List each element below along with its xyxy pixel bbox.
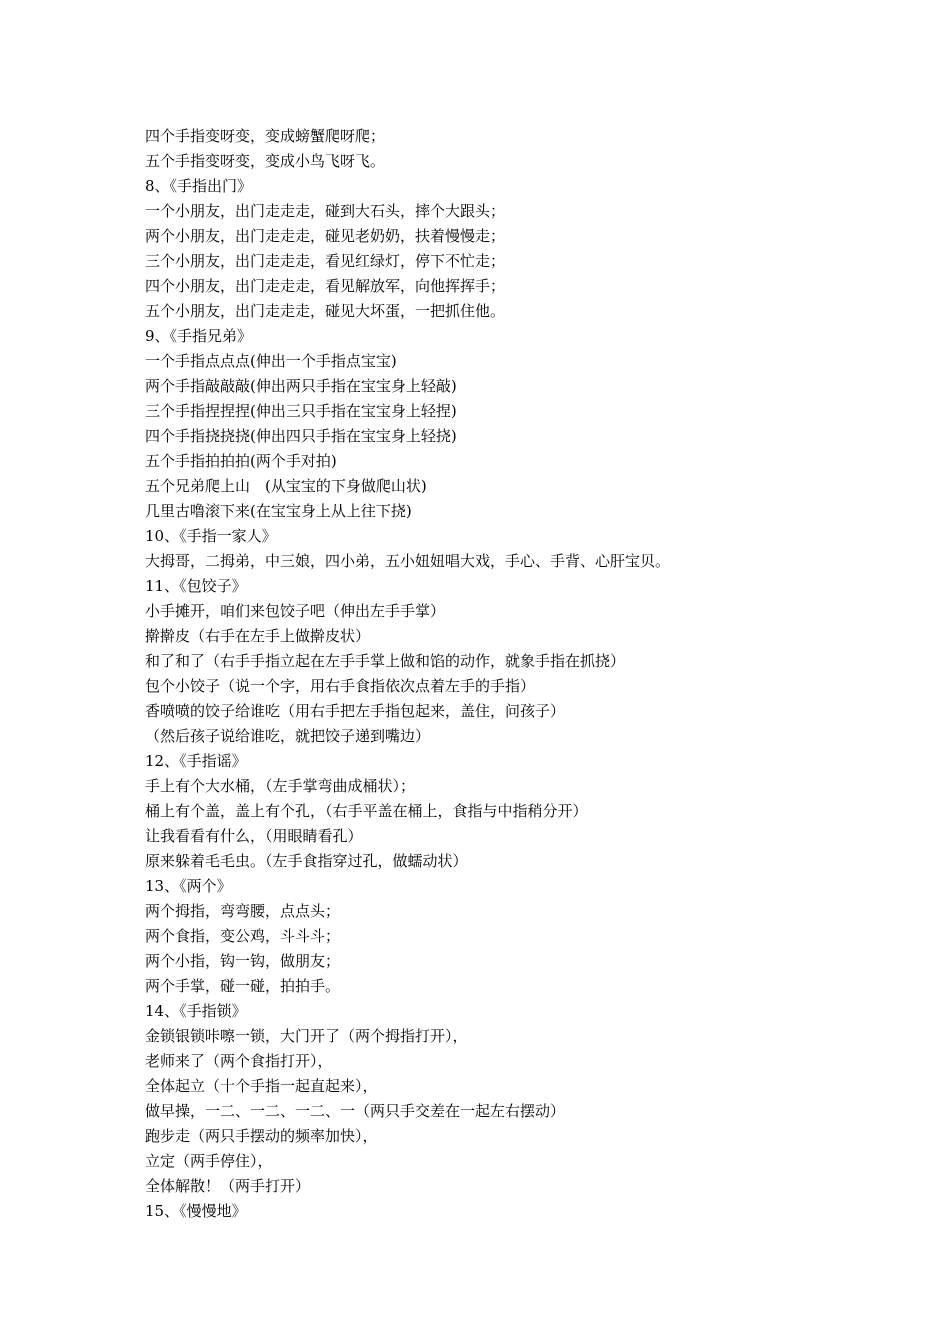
section-heading: 9、《手指兄弟》 (145, 327, 253, 345)
text-line: 和了和了（右手手指立起在左手手掌上做和馅的动作，就象手指在抓挠） (145, 652, 626, 670)
text-line: 擀擀皮（右手在左手上做擀皮状） (145, 627, 371, 645)
section-heading: 11、《包饺子》 (145, 577, 247, 595)
text-line: 大拇哥，二拇弟，中三娘，四小弟，五小妞妞唱大戏，手心、手背、心肝宝贝。 (145, 552, 671, 570)
text-line: 两个小指，钩一钩，做朋友； (145, 952, 341, 970)
section-heading: 15、《慢慢地》 (145, 1202, 247, 1220)
text-line: 金锁银锁咔嚓一锁，大门开了（两个拇指打开）， (145, 1027, 468, 1045)
text-line: 原来躲着毛毛虫。（左手食指穿过孔，做蠕动状） (145, 852, 468, 870)
text-line: 三个小朋友，出门走走走，看见红绿灯，停下不忙走； (145, 252, 506, 270)
text-line: 让我看看有什么，（用眼睛看孔） (145, 827, 363, 845)
text-line: 四个手指变呀变，变成螃蟹爬呀爬； (145, 127, 386, 145)
text-line: 几里古噜滚下来(在宝宝身上从上往下挠) (145, 502, 412, 520)
document-body (145, 124, 845, 1224)
text-line: 桶上有个盖，盖上有个孔，（右手平盖在桶上，食指与中指稍分开） (145, 802, 588, 820)
text-line: 跑步走（两只手摆动的频率加快）， (145, 1127, 378, 1145)
text-line: 包个小饺子（说一个字，用右手食指依次点着左手的手指） (145, 677, 536, 695)
text-line: 两个手掌，碰一碰，拍拍手。 (145, 977, 341, 995)
text-line: 五个手指变呀变，变成小鸟飞呀飞。 (145, 152, 386, 170)
section-heading: 13、《两个》 (145, 877, 232, 895)
text-line: 五个小朋友，出门走走走，碰见大坏蛋，一把抓住他。 (145, 302, 506, 320)
text-line: 五个手指拍拍拍(两个手对拍) (145, 452, 337, 470)
text-line: （然后孩子说给谁吃，就把饺子递到嘴边） (145, 727, 431, 745)
text-line: 五个兄弟爬上山 (从宝宝的下身做爬山状) (145, 477, 427, 495)
text-line: 小手摊开，咱们来包饺子吧（伸出左手手掌） (145, 602, 446, 620)
text-line: 全体起立（十个手指一起直起来）， (145, 1077, 378, 1095)
text-line: 老师来了（两个食指打开）， (145, 1052, 333, 1070)
text-line: 香喷喷的饺子给谁吃（用右手把左手指包起来，盖住，问孩子） (145, 702, 566, 720)
text-line: 四个手指挠挠挠(伸出四只手指在宝宝身上轻挠) (145, 427, 457, 445)
section-heading: 12、《手指谣》 (145, 752, 247, 770)
section-heading: 8、《手指出门》 (145, 177, 253, 195)
text-line: 两个拇指，弯弯腰，点点头； (145, 902, 341, 920)
text-line: 两个食指，变公鸡，斗斗斗； (145, 927, 341, 945)
text-line: 手上有个大水桶，（左手掌弯曲成桶状）； (145, 777, 416, 795)
text-line: 两个手指敲敲敲(伸出两只手指在宝宝身上轻敲) (145, 377, 457, 395)
text-line: 两个小朋友，出门走走走，碰见老奶奶，扶着慢慢走； (145, 227, 506, 245)
text-line: 一个小朋友，出门走走走，碰到大石头，摔个大跟头； (145, 202, 506, 220)
text-line: 三个手指捏捏捏(伸出三只手指在宝宝身上轻捏) (145, 402, 457, 420)
section-heading: 14、《手指锁》 (145, 1002, 247, 1020)
text-line: 立定（两手停住）， (145, 1152, 273, 1170)
text-line: 全体解散！（两手打开） (145, 1177, 311, 1195)
text-line: 一个手指点点点(伸出一个手指点宝宝) (145, 352, 397, 370)
section-heading: 10、《手指一家人》 (145, 527, 277, 545)
text-line: 四个小朋友，出门走走走，看见解放军，向他挥挥手； (145, 277, 506, 295)
text-line: 做早操，一二、一二、一二、一（两只手交差在一起左右摆动） (145, 1102, 566, 1120)
